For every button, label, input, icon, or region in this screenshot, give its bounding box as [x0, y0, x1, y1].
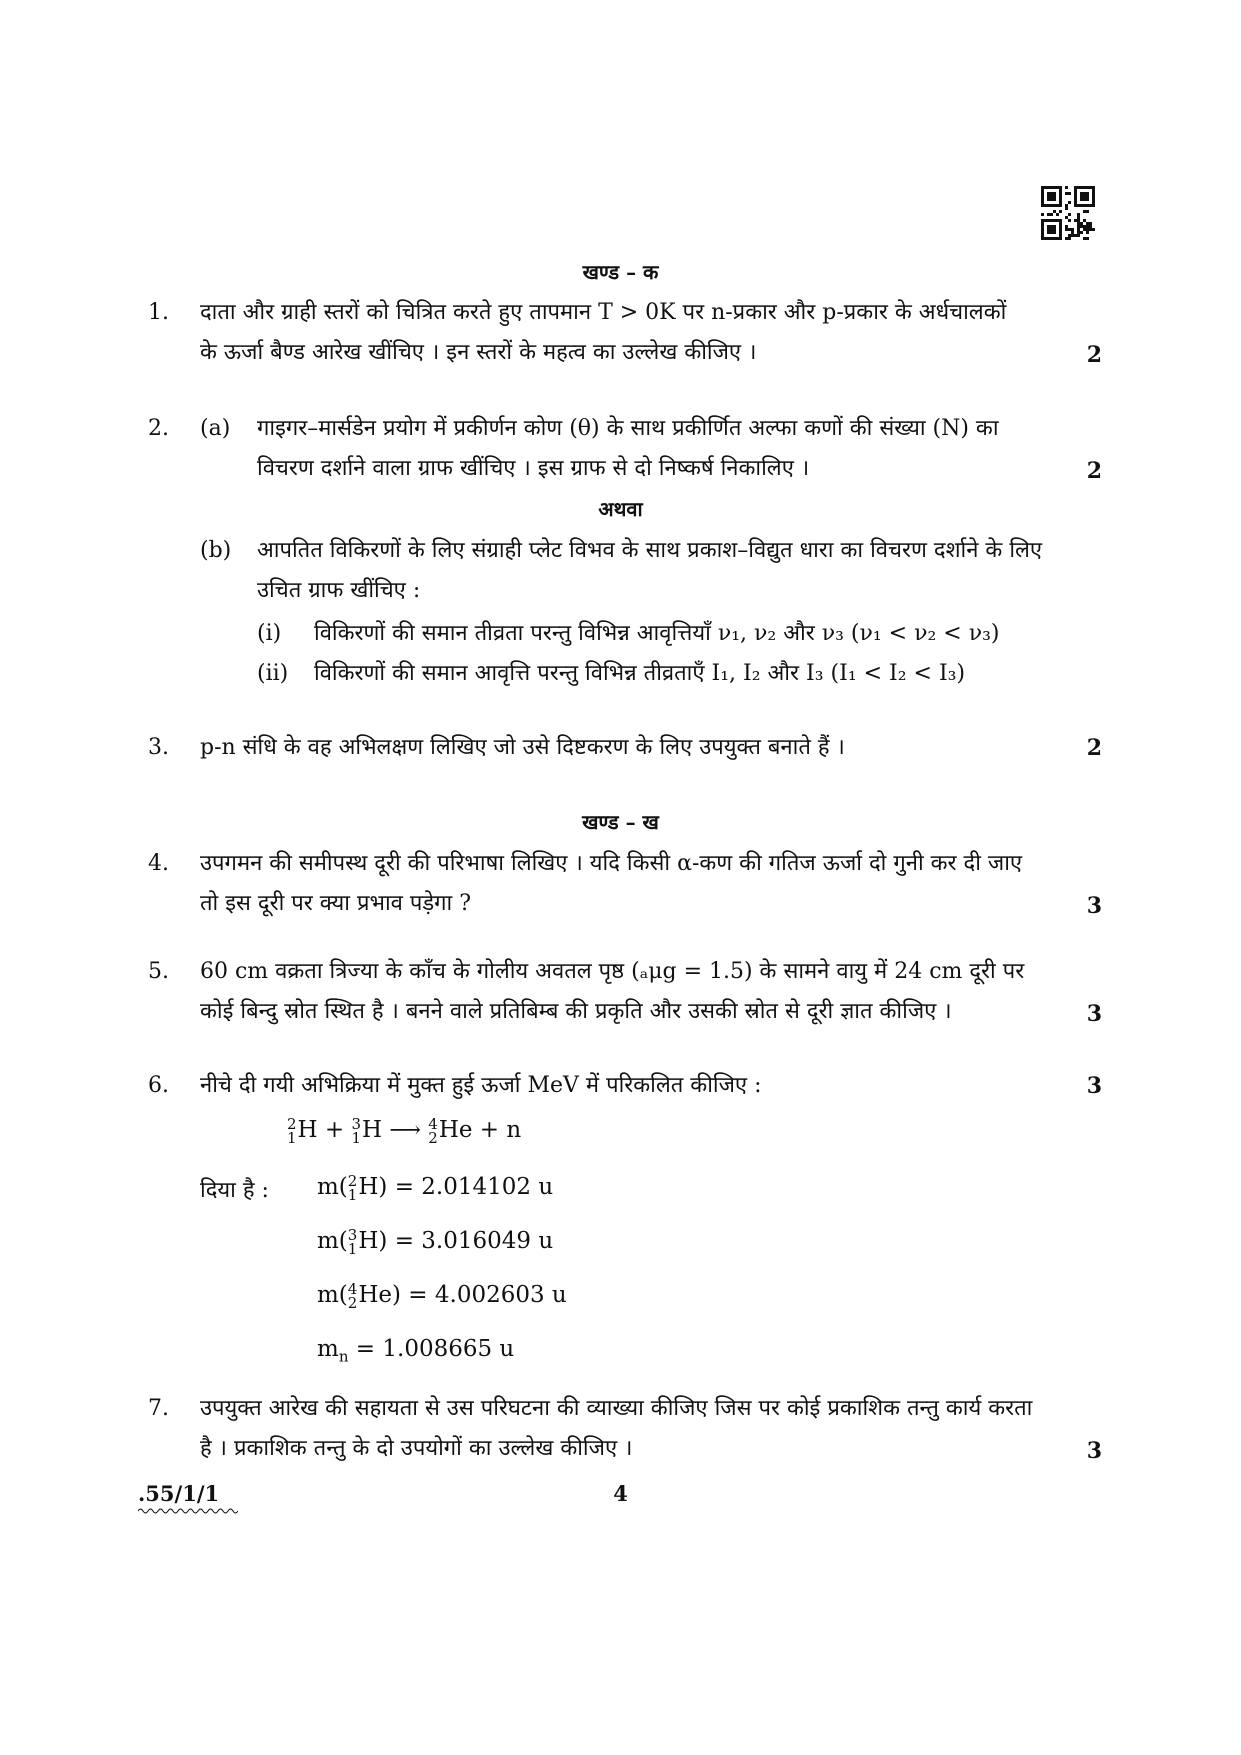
qr-module — [1086, 210, 1089, 213]
marks: 3 — [1086, 1438, 1102, 1464]
question-text: दाता और ग्राही स्तरों को चित्रित करते हुए तापमान T > 0K पर n-प्रकार और p-प्रकार के अर्धचालकों — [200, 300, 1007, 325]
question-text: के ऊर्जा बैण्ड आरेख खींचिए । इन स्तरों के महत्व का उल्लेख कीजिए । — [200, 340, 757, 365]
mass-value: = 2.014102 u — [394, 1174, 554, 1200]
question-text: कोई बिन्दु स्रोत स्थित है । बनने वाले प्रतिबिम्ब की प्रकृति और उसकी स्रोत से दूरी ज्ञात कीजिए । — [200, 999, 952, 1024]
question-text: विचरण दर्शाने वाला ग्राफ खींचिए । इस ग्राफ से दो निष्कर्ष निकालिए । — [257, 456, 810, 481]
qr-module — [1086, 231, 1089, 234]
qr-module — [1077, 234, 1080, 237]
qr-module — [1068, 201, 1071, 204]
question-number: 5. — [148, 959, 169, 984]
qr-module — [1086, 237, 1089, 240]
qr-code — [1041, 186, 1095, 240]
qr-module — [1092, 228, 1095, 231]
question-number: 3. — [148, 735, 169, 760]
sub-sub-label: (i) — [257, 621, 282, 646]
qr-module — [1056, 213, 1059, 216]
qr-module — [1059, 210, 1062, 213]
qr-module — [1053, 198, 1056, 201]
section-a-heading: खण्ड – क — [582, 260, 659, 284]
marks: 2 — [1086, 735, 1102, 761]
qr-module — [1059, 237, 1062, 240]
given-label: दिया है : — [200, 1178, 269, 1203]
question-text: तो इस दूरी पर क्या प्रभाव पड़ेगा ? — [200, 891, 472, 916]
question-text: आपतित विकिरणों के लिए संग्राही प्लेट विभव के साथ प्रकाश–विद्युत धारा का विचरण दर्शाने के लिए — [257, 538, 1043, 563]
question-text: उचित ग्राफ खींचिए : — [257, 578, 421, 603]
qr-module — [1092, 204, 1095, 207]
qr-module — [1080, 231, 1083, 234]
mass-value: = 1.008665 u — [355, 1336, 515, 1362]
question-number: 1. — [148, 300, 169, 325]
question-number: 2. — [148, 416, 169, 441]
question-text: विकिरणों की समान आवृत्ति परन्तु विभिन्न तीव्रताएँ I₁, I₂ और I₃ (I₁ < I₂ < I₃) — [314, 661, 966, 686]
page-number: 4 — [613, 1481, 628, 1506]
qr-module — [1068, 237, 1071, 240]
qr-module — [1065, 186, 1068, 189]
qr-module — [1050, 213, 1053, 216]
question-number: 6. — [148, 1073, 169, 1098]
marks: 3 — [1086, 893, 1102, 919]
marks: 3 — [1086, 1073, 1102, 1099]
marks: 2 — [1086, 342, 1102, 368]
mass-h3: m(3 1H) = 3.016049 u — [317, 1226, 554, 1258]
mass-value: = 3.016049 u — [394, 1228, 554, 1254]
mass-he4: m(4 2He) = 4.002603 u — [317, 1280, 567, 1312]
question-text: p-n संधि के वह अभिलक्षण लिखिए जो उसे दिष्टकरण के लिए उपयुक्त बनाते हैं । — [200, 735, 845, 760]
question-text: 60 cm वक्रता त्रिज्या के काँच के गोलीय अवतल पृष्ठ (ₐμg = 1.5) के सामने वायु में 24 cm दूरी पर — [200, 959, 1025, 984]
qr-module — [1068, 219, 1071, 222]
marks: 2 — [1086, 458, 1102, 484]
sub-sub-label: (ii) — [257, 661, 289, 686]
mass-neutron: $m_n = 1.008665$ u — [317, 1336, 515, 1366]
section-b-heading: खण्ड – ख — [582, 810, 659, 834]
qr-module — [1068, 213, 1071, 216]
qr-module — [1068, 192, 1071, 195]
question-number: 4. — [148, 851, 169, 876]
marks: 3 — [1086, 1001, 1102, 1027]
qr-module — [1053, 231, 1056, 234]
question-text: नीचे दी गयी अभिक्रिया में मुक्त हुई ऊर्जा MeV में परिकलित कीजिए : — [200, 1073, 762, 1098]
question-text: गाइगर–मार्सडेन प्रयोग में प्रकीर्णन कोण (θ) के साथ प्रकीर्णित अल्फा कणों की संख्या (N) का — [257, 416, 999, 441]
wavy-underline — [138, 1507, 238, 1515]
paper-code: .55/1/1 — [138, 1481, 220, 1506]
reaction-equation: 2 1H + 3 1H ⟶ 4 2He + n — [287, 1115, 522, 1147]
qr-module — [1059, 204, 1062, 207]
question-text: है । प्रकाशिक तन्तु के दो उपयोगों का उल्लेख कीजिए । — [200, 1436, 633, 1461]
question-number: 7. — [148, 1396, 169, 1421]
sub-label: (b) — [200, 538, 232, 563]
or-separator: अथवा — [598, 497, 643, 521]
qr-module — [1065, 207, 1068, 210]
question-text: विकिरणों की समान तीव्रता परन्तु विभिन्न आवृत्तियाँ ν₁, ν₂ और ν₃ (ν₁ < ν₂ < ν₃) — [314, 621, 1000, 646]
sub-label: (a) — [200, 416, 231, 441]
mass-value: = 4.002603 u — [408, 1282, 567, 1308]
qr-module — [1041, 213, 1044, 216]
qr-module — [1086, 198, 1089, 201]
mass-h2: m(2 1H) = 2.014102 u — [317, 1172, 554, 1204]
question-text: उपगमन की समीपस्थ दूरी की परिभाषा लिखिए । यदि किसी α-कण की गतिज ऊर्जा दो गुनी कर दी जाए — [200, 851, 1023, 876]
question-text: उपयुक्त आरेख की सहायता से उस परिघटना की व्याख्या कीजिए जिस पर कोई प्रकाशिक तन्तु कार्य करता — [200, 1396, 1033, 1421]
